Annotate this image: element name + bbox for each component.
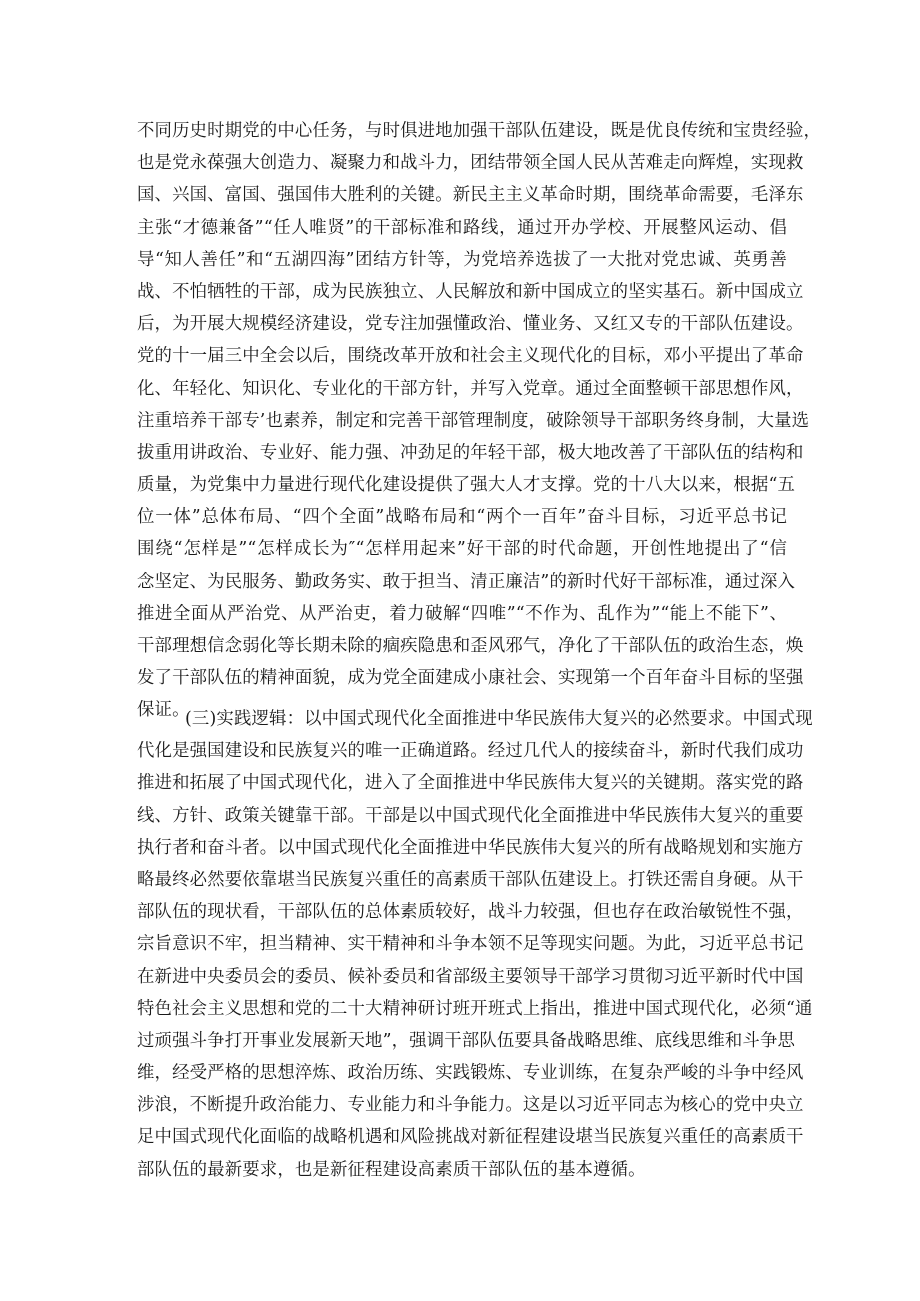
text-line: 特色社会主义思想和党的二十大精神研讨班开班式上指出，推进中国式现代化，必须“通 bbox=[137, 998, 813, 1019]
text-line: 党的十一届三中全会以后，围绕改革开放和社会主义现代化的目标，邓小平提出了革命 bbox=[137, 346, 804, 367]
text-line: 干部理想信念弱化等长期未除的痼疾隐患和歪风邪气，净化了干部队伍的政治生态，焕 bbox=[137, 636, 804, 656]
text-line: 维，经受严格的思想淬炼、政治历练、实践锻炼、专业训练，在复杂严峻的斗争中经风 bbox=[137, 1063, 804, 1084]
paragraph-historical-logic bbox=[137, 115, 822, 727]
section-heading-line: (三)实践逻辑：以中国式现代化全面推进中华民族伟大复兴的必然要求。中国式现 bbox=[185, 709, 813, 729]
text-line: 位一体”总体布局、“四个全面”战略布局和“两个一百年”奋斗目标，习近平总书记 bbox=[137, 507, 787, 528]
text-line: 过顽强斗争打开事业发展新天地”，强调干部队伍要具备战略思维、底线思维和斗争思 bbox=[137, 1030, 796, 1051]
text-line: 国、兴国、富国、强国伟大胜利的关键。新民主主义革命时期，围绕革命需要，毛泽东 bbox=[137, 185, 804, 206]
text-line: 围绕“怎样是”“怎样成长为″“怎样用起来”好干部的时代命题，开创性地提出了“信 bbox=[137, 539, 787, 560]
text-line: 涉浪，不断提升政治能力、专业能力和斗争能力。这是以习近平同志为核心的党中央立 bbox=[137, 1095, 804, 1116]
text-line: 代化是强国建设和民族复兴的唯一正确道路。经过几代人的接续奋斗，新时代我们成功 bbox=[137, 741, 804, 762]
text-line: 主张“才德兼备”“任人唯贤”的干部标准和路线，通过开办学校、开展整风运动、倡 bbox=[137, 217, 787, 238]
text-line: 注重培养干部专’也素养，制定和完善干部管理制度，破除领导干部职务终身制，大量选 bbox=[137, 410, 810, 431]
text-line: 在新进中央委员会的委员、候补委员和省部级主要领导干部学习贯彻习近平新时代中国 bbox=[137, 966, 804, 987]
text-line: 宗旨意识不牢，担当精神、实干精神和斗争本领不足等现实问题。为此，习近平总书记 bbox=[137, 934, 804, 955]
text-line: 战、不怕牺牲的干部，成为民族独立、人民解放和新中国成立的坚实基石。新中国成立 bbox=[137, 281, 804, 302]
text-line: 保证。 bbox=[137, 700, 190, 721]
text-line: 导“知人善任”和“五湖四海”团结方针等，为党培养选拔了一大批对党忠诚、英勇善 bbox=[137, 249, 787, 270]
text-line: 线、方针、政策关键靠干部。干部是以中国式现代化全面推进中华民族伟大复兴的重要 bbox=[137, 805, 804, 826]
text-line: 足中国式现代化面临的战略机遇和风险挑战对新征程建设堪当民族复兴重任的高素质干 bbox=[137, 1127, 804, 1148]
text-line: 不同历史时期党的中心任务，与时俱进地加强干部队伍建设，既是优良传统和宝贵经验， bbox=[137, 121, 822, 141]
text-line: 质量，为党集中力量进行现代化建设提供了强大人才支撑。党的十八大以来，根据“五 bbox=[137, 475, 796, 496]
text-line: 后，为开展大规模经济建设，党专注加强懂政治、懂业务、又红又专的干部队伍建设。 bbox=[137, 314, 804, 335]
text-line: 推进全面从严治党、从严治吏，着力破解“四唯”“不作为、乱作为”“能上不能下”、 bbox=[137, 603, 787, 624]
text-line: 推进和拓展了中国式现代化，进入了全面推进中华民族伟大复兴的关键期。落实党的路 bbox=[137, 773, 804, 794]
text-line: 部队伍的最新要求，也是新征程建设高素质干部队伍的基本遵循。 bbox=[137, 1159, 646, 1180]
text-line: 执行者和奋斗者。以中国式现代化全面推进中华民族伟大复兴的所有战略规划和实施方 bbox=[137, 837, 804, 858]
text-line: 化、年轻化、知识化、专业化的干部方针，并写入党章。通过全面整顿干部思想作风， bbox=[137, 378, 804, 399]
text-line: 发了干部队伍的精神面貌，成为党全面建成小康社会、实现第一个百年奋斗目标的坚强 bbox=[137, 668, 804, 689]
text-line: 念坚定、为民服务、勤政务实、敢于担当、清正廉洁”的新时代好干部标准，通过深入 bbox=[137, 571, 796, 592]
text-line: 部队伍的现状看，干部队伍的总体素质较好，战斗力较强，但也存在政治敏锐性不强， bbox=[137, 902, 804, 923]
text-line: 拔重用讲政治、专业好、能力强、冲劲足的年轻干部，极大地改善了干部队伍的结构和 bbox=[137, 442, 804, 463]
paragraph-practical-logic bbox=[137, 703, 813, 1186]
text-line: 略最终必然要依靠堪当民族复兴重任的高素质干部队伍建设上。打铁还需自身硬。从干 bbox=[137, 869, 804, 890]
text-line: 也是党永葆强大创造力、凝聚力和战斗力，团结带领全国人民从苦难走向辉煌，实现救 bbox=[137, 153, 804, 174]
